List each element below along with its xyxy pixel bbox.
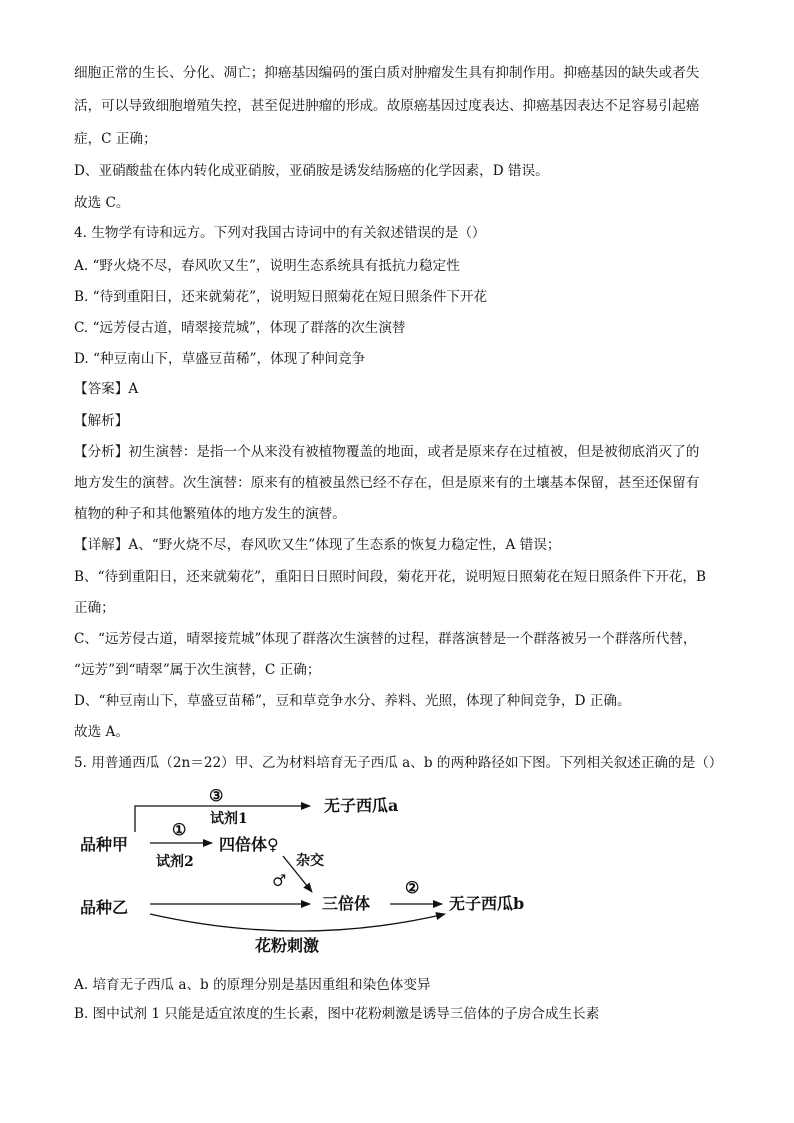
analysis-line-1	[74, 443, 699, 461]
detail-text: A、“野火烧不尽，春风吹又生”体现了生态系的恢复力稳定性，A 错误；	[128, 537, 561, 553]
reagent-2-label: 试剂2	[156, 854, 194, 870]
detail-line-4: C、“远芳侵古道，晴翠接荒城”体现了群落次生演替的过程，群落演替是一个群落被另一个群落所代替，	[74, 631, 697, 647]
text-line: 细胞正常的生长、分化、凋亡；抑癌基因编码的蛋白质对肿瘤发生具有抑制作用。抑癌基因的缺失或者失	[74, 65, 700, 81]
triploid-label: 三倍体	[322, 894, 371, 913]
reagent-1-label: 试剂1	[210, 811, 248, 827]
analysis-tag: 【解析】	[74, 413, 129, 429]
seedless-b-label: 无子西瓜b	[449, 894, 525, 913]
analysis-text: 初生演替：是指一个从来没有被植物覆盖的地面，或者是原来存在过植被，但是被彻底消灭了的	[128, 444, 700, 460]
detail-line-3: 正确；	[74, 600, 115, 616]
q5-option-b: B. 图中试剂 1 只能是适宜浓度的生长素，图中花粉刺激是诱导三倍体的子房合成生长素	[74, 1006, 600, 1022]
pollen-stimulation-label: 花粉刺激	[255, 936, 320, 955]
q4-option-a: A. “野火烧不尽，春风吹又生”，说明生态系统具有抵抗力稳定性	[74, 258, 460, 274]
cross-label: 杂交	[296, 853, 324, 869]
answer-tag: 【答案】	[74, 381, 129, 397]
q5-option-a: A. 培育无子西瓜 a、b 的原理分别是基因重组和染色体变异	[74, 977, 431, 993]
detail-line-5: “远芳”到“晴翠”属于次生演替，C 正确；	[74, 662, 321, 678]
question-5-stem: 5. 用普通西瓜（2n＝22）甲、乙为材料培育无子西瓜 a、b 的两种路径如下图。下列相关叙述正确的是（）	[74, 755, 723, 771]
arrow-pollen-stimulation	[150, 914, 445, 931]
detail-label: 【详解】	[74, 537, 129, 553]
answer-line	[74, 380, 138, 398]
conclusion-line: 故选 C。	[74, 195, 130, 211]
text-line: 活，可以导致细胞增殖失控，甚至促进肿瘤的形成。故原癌基因过度表达、抑癌基因表达不足容易引起癌	[74, 98, 700, 114]
q4-option-b: B. “待到重阳日，还来就菊花”，说明短日照菊花在短日照条件下开花	[74, 289, 488, 305]
detail-line-1	[74, 536, 560, 554]
text-line: D、亚硝酸盐在体内转化成亚硝胺，亚硝胺是诱发结肠癌的化学因素，D 错误。	[74, 163, 549, 179]
step-3-marker: ③	[209, 786, 224, 805]
male-symbol: ♂	[272, 871, 287, 890]
step-1-marker: ①	[172, 820, 187, 839]
variety-b-label: 品种乙	[80, 898, 129, 917]
analysis-line-2: 地方发生的演替。次生演替：原来有的植被虽然已经不存在，但是原来有的土壤基本保留，甚至还保留有	[74, 475, 700, 491]
detail-line-6: D、“种豆南山下，草盛豆苗稀”，豆和草竞争水分、养料、光照，体现了种间竞争，D 正确。	[74, 693, 631, 709]
answer-value: A	[128, 381, 139, 397]
q4-option-c: C. “远芳侵古道，晴翠接荒城”，体现了群落的次生演替	[74, 320, 406, 336]
seedless-a-label: 无子西瓜a	[324, 796, 399, 815]
conclusion-line: 故选 A。	[74, 724, 129, 740]
text-line: 症，C 正确；	[74, 131, 157, 147]
breeding-pathway-diagram	[0, 780, 794, 960]
question-4-stem: 4. 生物学有诗和远方。下列对我国古诗词中的有关叙述错误的是（）	[74, 225, 486, 241]
tetraploid-female-label: 四倍体♀	[219, 835, 279, 854]
analysis-label: 【分析】	[74, 444, 129, 460]
variety-a-label: 品种甲	[80, 835, 129, 854]
detail-line-2: B、“待到重阳日，还来就菊花”，重阳日日照时间段，菊花开花，说明短日照菊花在短日照条件下开花，B	[74, 569, 706, 585]
step-2-marker: ②	[405, 878, 420, 897]
analysis-line-3: 植物的种子和其他繁殖体的地方发生的演替。	[74, 506, 346, 522]
q4-option-d: D. “种豆南山下，草盛豆苗稀”，体现了种间竞争	[74, 351, 366, 367]
